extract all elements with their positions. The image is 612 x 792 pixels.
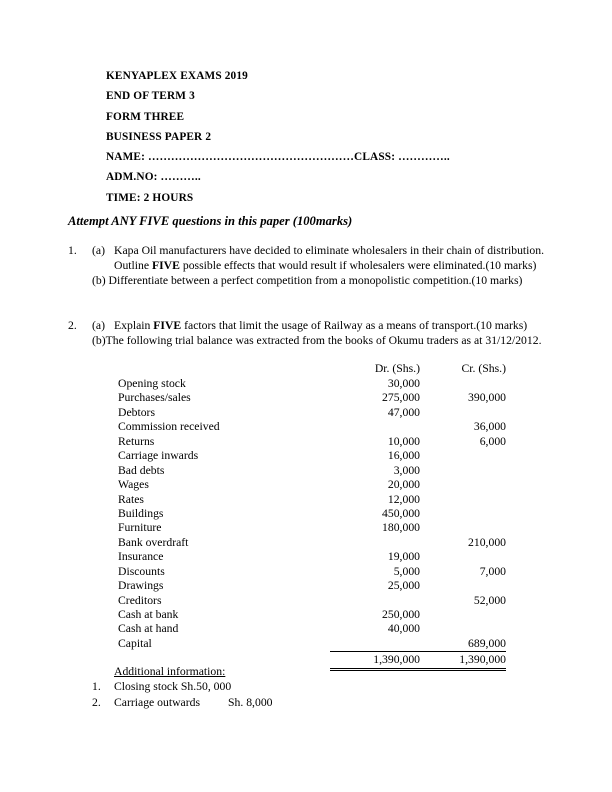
table-row — [0, 637, 612, 651]
trial-balance-account-label: Drawings — [118, 579, 164, 593]
header-line-exam-title: KENYAPLEX EXAMS 2019 — [106, 70, 248, 82]
trial-balance-account-label: Returns — [118, 434, 155, 448]
additional-information-item-2-text: Carriage outwards — [114, 695, 201, 709]
trial-balance-credit-value: 689,000 — [400, 637, 506, 652]
table-row — [0, 406, 612, 420]
header-line-paper: BUSINESS PAPER 2 — [106, 130, 212, 143]
trial-balance-account-label: Creditors — [118, 593, 162, 607]
trial-balance-credit-value: 6,000 — [479, 434, 506, 448]
table-row — [0, 507, 612, 521]
question-1 — [68, 243, 546, 289]
trial-balance-total-debit: 1,390,000 — [330, 651, 420, 671]
table-row — [0, 550, 612, 564]
trial-balance-credit-value: 52,000 — [473, 593, 506, 607]
additional-information-item-1-text: Closing stock Sh.50, 000 — [114, 680, 232, 694]
trial-balance-account-label: Cash at hand — [118, 622, 179, 636]
trial-balance-credit-value: 36,000 — [473, 420, 506, 434]
table-row — [0, 464, 612, 478]
trial-balance-account-label: Carriage inwards — [118, 449, 199, 463]
trial-balance-account-label: Bank overdraft — [118, 535, 189, 549]
table-row — [0, 536, 612, 550]
trial-balance-account-label: Purchases/sales — [118, 391, 191, 405]
trial-balance-account-label: Wages — [118, 478, 149, 492]
trial-balance-debit-value: 275,000 — [382, 391, 420, 405]
trial-balance-debit-value: 30,000 — [387, 377, 420, 390]
header-line-form: FORM THREE — [106, 110, 185, 123]
table-row — [0, 521, 612, 535]
header-line-time: TIME: 2 HOURS — [106, 191, 194, 204]
table-row — [0, 420, 612, 434]
trial-balance-debit-value: 47,000 — [387, 405, 420, 419]
question-2-part-b: (b)The following trial balance was extracted from the books of Okumu traders as at 31/12/2012. — [92, 334, 542, 348]
question-1-part-a-text-1: Kapa Oil manufacturers have decided to eliminate wholesalers in their chain of distribution. Outline — [114, 244, 545, 273]
additional-information-item-2 — [68, 695, 468, 710]
trial-balance-debit-value: 450,000 — [382, 506, 420, 520]
exam-instruction: Attempt ANY FIVE questions in this paper (100marks) — [68, 214, 353, 228]
trial-balance-debit-value: 40,000 — [387, 622, 420, 636]
question-2-part-a-label: (a) — [92, 319, 105, 332]
header-line-adm-no: ADM.NO: ……….. — [106, 171, 201, 184]
table-row — [0, 391, 612, 405]
trial-balance-debit-value: 5,000 — [393, 564, 420, 578]
question-2-part-a-text-2: factors that limit the usage of Railway as a means of transport.(10 marks) — [181, 319, 528, 333]
trial-balance-debit-value: 250,000 — [382, 608, 420, 621]
table-row — [0, 608, 612, 622]
additional-information-title: Additional information: — [114, 665, 226, 678]
trial-balance-account-label: Insurance — [118, 550, 164, 564]
trial-balance-credit-value: 7,000 — [479, 564, 506, 578]
table-row — [0, 565, 612, 579]
trial-balance-account-label: Capital — [118, 636, 152, 650]
trial-balance-account-label: Cash at bank — [118, 608, 179, 621]
header-line-name-class: NAME: ………………………………………………CLASS: ………….. — [106, 151, 450, 164]
table-row — [0, 449, 612, 463]
trial-balance-account-label: Discounts — [118, 564, 165, 578]
trial-balance-debit-value: 3,000 — [393, 463, 420, 477]
trial-balance-account-label: Bad debts — [118, 463, 165, 477]
additional-information-item-1 — [68, 679, 468, 694]
question-1-number: 1. — [68, 244, 77, 257]
trial-balance-credit-value: 210,000 — [468, 535, 506, 549]
trial-balance-account-label: Debtors — [118, 405, 156, 419]
exam-header — [106, 66, 536, 208]
table-row — [0, 493, 612, 507]
question-2-number: 2. — [68, 319, 77, 332]
trial-balance-credit-value: 390,000 — [468, 391, 506, 405]
question-1-part-b: (b) Differentiate between a perfect competition from a monopolistic competition.(10 marks) — [92, 274, 523, 288]
header-line-term: END OF TERM 3 — [106, 90, 195, 103]
question-2-part-a-emphasis: FIVE — [153, 319, 182, 333]
table-row — [0, 435, 612, 449]
column-header-debit: Dr. (Shs.) — [374, 362, 420, 375]
trial-balance-debit-value: 180,000 — [382, 521, 420, 535]
trial-balance-account-label: Furniture — [118, 521, 162, 535]
column-header-credit: Cr. (Shs.) — [461, 362, 506, 375]
additional-information-item-2-number: 2. — [92, 695, 101, 709]
question-2-part-a-text-1: Explain — [114, 319, 154, 333]
question-2 — [68, 318, 546, 348]
table-row — [0, 622, 612, 636]
additional-information-item-1-number: 1. — [92, 680, 101, 694]
trial-balance-body — [0, 377, 612, 667]
table-row — [0, 478, 612, 492]
question-1-part-a-text-2: possible effects that would result if wholesalers were eliminated.(10 marks) — [179, 259, 537, 273]
question-1-part-a — [92, 243, 546, 273]
trial-balance-debit-value: 19,000 — [387, 550, 420, 564]
table-row — [0, 377, 612, 391]
trial-balance-account-label: Buildings — [118, 506, 164, 520]
additional-information-item-2-amount: Sh. 8,000 — [228, 695, 273, 709]
question-2-part-a — [92, 318, 546, 333]
trial-balance-header-row — [0, 362, 612, 377]
trial-balance-debit-value: 16,000 — [387, 449, 420, 463]
trial-balance-debit-value: 25,000 — [387, 579, 420, 593]
table-row — [0, 579, 612, 593]
trial-balance-account-label: Commission received — [118, 420, 220, 434]
trial-balance-total-credit: 1,390,000 — [416, 651, 506, 671]
additional-information-section — [68, 664, 468, 710]
trial-balance-debit-value: 12,000 — [387, 492, 420, 506]
question-1-part-a-emphasis: FIVE — [151, 259, 180, 273]
trial-balance-debit-value: 10,000 — [387, 434, 420, 448]
trial-balance-debit-value: 20,000 — [387, 478, 420, 492]
trial-balance-account-label: Opening stock — [118, 377, 186, 390]
question-1-part-a-label: (a) — [92, 244, 105, 257]
table-row — [0, 594, 612, 608]
trial-balance-account-label: Rates — [118, 492, 144, 506]
